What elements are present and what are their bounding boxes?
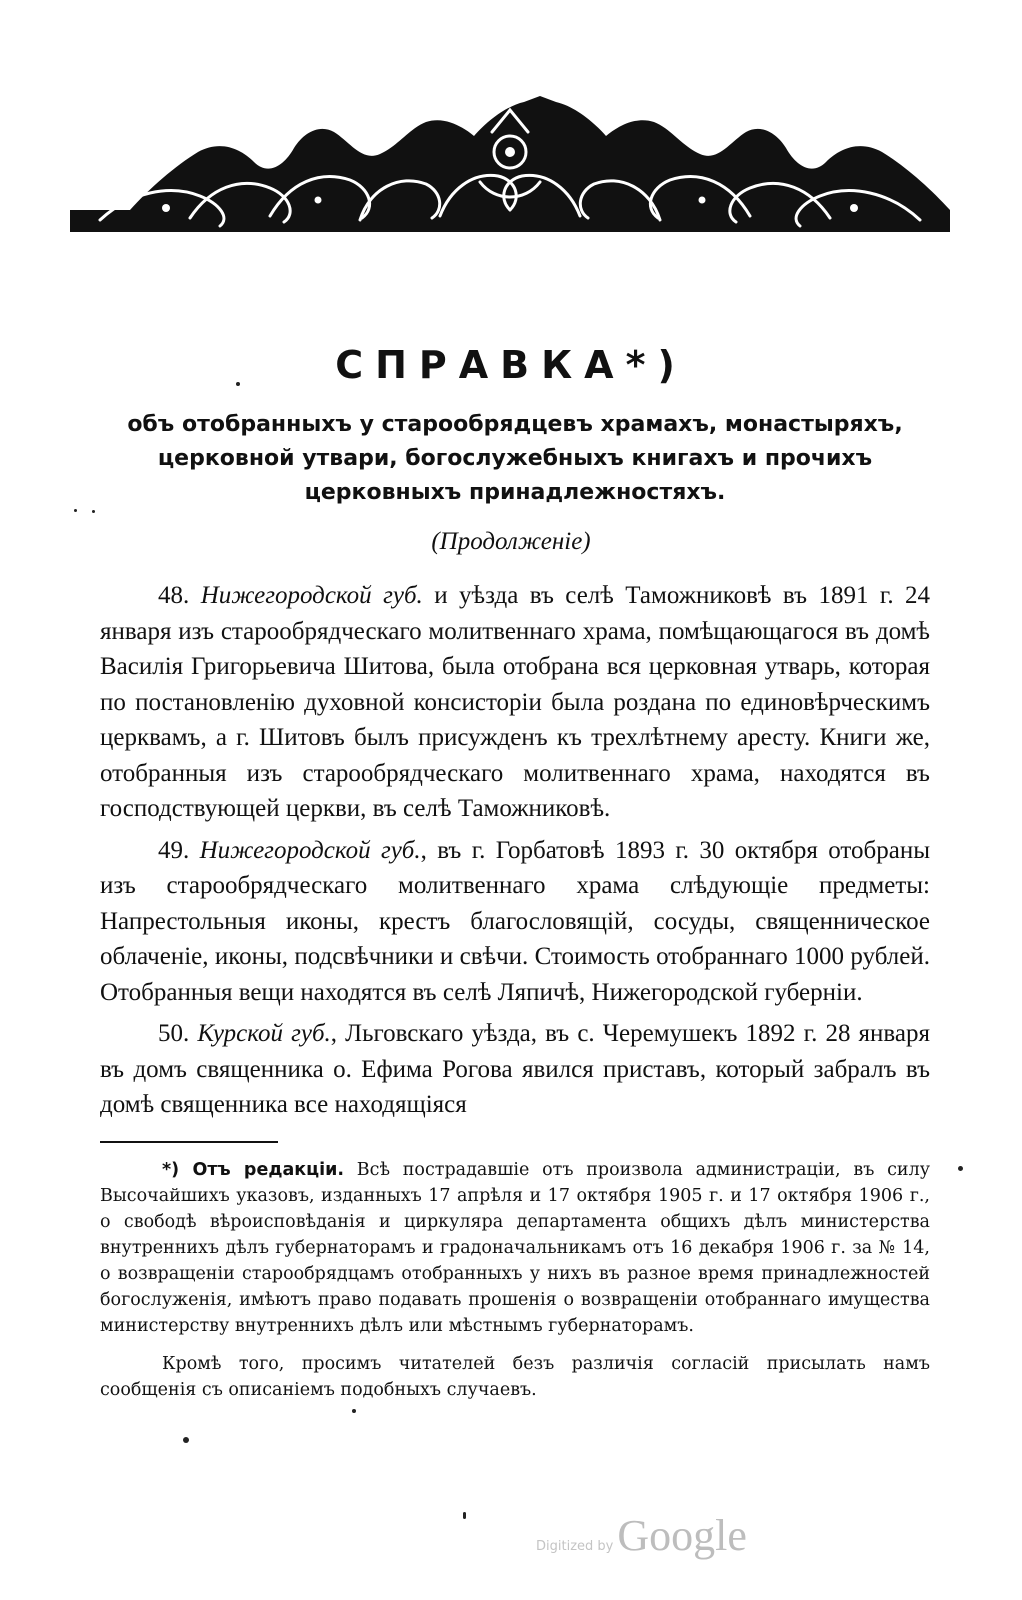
footnote-request: Кромѣ того, просимъ читателей безъ различія согласій присылать намъ сообщенія съ описаніемъ подобныхъ случаевъ. bbox=[100, 1354, 930, 1400]
footnote-text: Всѣ пострадавшіе отъ произвола администраціи, въ силу Высочайшихъ указовъ, изданныхъ 17 апрѣля и 17 октября 1905 г. и 17 октября 1906 г., о свободѣ вѣроисповѣданія и циркуляра департамента общихъ дѣлъ министерства внутреннихъ дѣлъ губернаторамъ и градоначальникамъ отъ 16 декабря 1906 г. за № 14, о возвращеніи старообрядцамъ отобранныхъ у нихъ въ разное время принадлежностей богослуженія, имѣютъ право подавать прошенія о возвращеніи отобраннаго имущества министерству внутреннихъ дѣлъ или мѣстнымъ губернаторамъ. bbox=[100, 1160, 930, 1336]
ink-speck bbox=[236, 382, 240, 386]
entry-text: , Льговскаго уѣзда, въ с. Черемушекъ 1892 г. 28 января въ домъ священника о. Ефима Рогова явился приставъ, который забралъ въ домѣ священника все находящіяся bbox=[100, 1020, 930, 1118]
entry-place: Курской губ. bbox=[197, 1020, 331, 1047]
entry-number: 50. bbox=[158, 1020, 190, 1047]
continued-note: (Продолженіе) bbox=[431, 528, 591, 555]
entry-50 bbox=[100, 1016, 930, 1123]
google-logo: Google bbox=[617, 1511, 747, 1560]
ink-speck bbox=[352, 1409, 356, 1413]
decorative-headpiece bbox=[70, 92, 950, 242]
entry-text: , въ г. Горбатовѣ 1893 г. 30 октября отобраны изъ старообрядческаго молитвеннаго храма слѣдующіе предметы: Напрестольныя иконы, крестъ благословящій, сосуды, священническое облаченіе, иконы, подсвѣчники и свѣчи. Стоимость отобраннаго 1000 рублей. Отобранныя вещи находятся въ селѣ Ляпичѣ, Нижегородской губерніи. bbox=[100, 836, 930, 1006]
footnote-divider bbox=[100, 1141, 278, 1143]
footnote-editorial bbox=[100, 1157, 930, 1339]
ink-speck bbox=[958, 1166, 963, 1171]
digitized-watermark bbox=[536, 1510, 747, 1561]
entry-text: и уѣзда въ селѣ Таможниковѣ въ 1891 г. 24 января изъ старообрядческаго молитвеннаго храма, помѣщающагося въ домѣ Василія Григорьевича Шитова, была отобрана вся церковная утварь, которая по постановленію духовной консисторіи была роздана по единовѣрческимъ церквамъ, а г. Шитовъ былъ присужденъ къ трехлѣтнему аресту. Книги же, отобранныя изъ старообрядческаго молитвеннаго храма, находятся въ господствующей церкви, въ селѣ Таможниковѣ. bbox=[100, 582, 930, 822]
footnotes bbox=[100, 1157, 930, 1415]
ink-speck bbox=[183, 1437, 189, 1443]
ink-speck bbox=[463, 1512, 466, 1519]
entries-list bbox=[100, 578, 930, 1129]
document-title: СПРАВКА*) bbox=[335, 343, 687, 387]
entry-place: Нижегородской губ. bbox=[200, 582, 423, 609]
entry-48 bbox=[100, 578, 930, 827]
ink-speck bbox=[92, 510, 95, 513]
entry-49 bbox=[100, 833, 930, 1011]
entry-number: 49. bbox=[158, 836, 190, 864]
entry-place: Нижегородской губ. bbox=[199, 836, 421, 864]
ink-speck bbox=[74, 509, 77, 512]
digitized-by-label: Digitized by bbox=[536, 1539, 614, 1554]
document-subtitle: объ отобранныхъ у старообрядцевъ храмахъ, монастыряхъ, церковной утвари, богослужебныхъ книгахъ и прочихъ церковныхъ принадлежностяхъ. bbox=[127, 412, 903, 505]
entry-number: 48. bbox=[158, 582, 190, 609]
footnote-lead: *) Отъ редакціи. bbox=[162, 1160, 345, 1180]
